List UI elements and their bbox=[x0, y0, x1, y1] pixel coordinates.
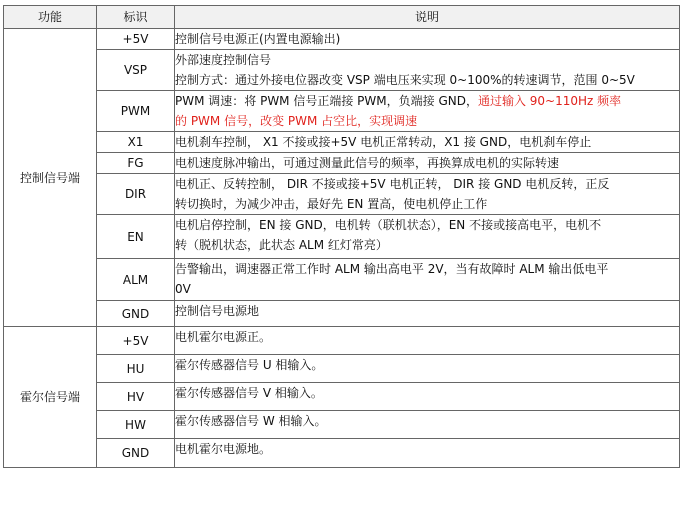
table-row bbox=[4, 132, 680, 153]
table-body bbox=[4, 29, 680, 468]
spec-table bbox=[3, 5, 680, 468]
description-text: 控制信号电源正(内置电源输出) bbox=[175, 32, 341, 46]
table-row bbox=[4, 411, 680, 439]
description-text: 电机正、反转控制， DIR 不接或接+5V 电机正转， DIR 接 GND 电机反转，正反 bbox=[175, 177, 610, 191]
table-row bbox=[4, 50, 680, 91]
description-text: 电机霍尔电源地。 bbox=[175, 442, 272, 456]
description-line bbox=[175, 70, 679, 90]
description-line bbox=[175, 279, 679, 299]
description-line bbox=[175, 50, 679, 70]
description-cell bbox=[175, 215, 680, 259]
description-text: 转（脱机状态，此状态 ALM 红灯常亮） bbox=[175, 238, 388, 252]
table-row bbox=[4, 91, 680, 132]
description-text: 电机刹车控制， X1 不接或接+5V 电机正常转动，X1 接 GND，电机刹车停止 bbox=[175, 135, 592, 149]
identifier-cell: FG bbox=[97, 153, 175, 174]
description-line bbox=[175, 91, 679, 111]
table-row bbox=[4, 153, 680, 174]
identifier-cell: HV bbox=[97, 383, 175, 411]
description-line bbox=[175, 411, 679, 431]
description-text: PWM 调速：将 PWM 信号正端接 PWM，负端接 GND， bbox=[175, 94, 478, 108]
description-line bbox=[175, 153, 679, 173]
identifier-cell: +5V bbox=[97, 327, 175, 355]
identifier-cell: PWM bbox=[97, 91, 175, 132]
description-cell bbox=[175, 50, 680, 91]
identifier-cell: GND bbox=[97, 439, 175, 468]
description-text: 0V bbox=[175, 282, 191, 296]
description-cell bbox=[175, 91, 680, 132]
function-group-cell: 霍尔信号端 bbox=[4, 327, 97, 468]
description-text: 霍尔传感器信号 V 相输入。 bbox=[175, 386, 323, 400]
table-row bbox=[4, 174, 680, 215]
description-text: 告警输出，调速器正常工作时 ALM 输出高电平 2V，当有故障时 ALM 输出低电平 bbox=[175, 262, 609, 276]
description-cell bbox=[175, 132, 680, 153]
description-cell bbox=[175, 411, 680, 439]
table-row bbox=[4, 355, 680, 383]
description-line bbox=[175, 215, 679, 235]
table-row bbox=[4, 301, 680, 327]
identifier-cell: ALM bbox=[97, 259, 175, 301]
header-description: 说明 bbox=[175, 6, 680, 29]
description-line bbox=[175, 301, 679, 321]
description-highlight: 通过输入 90~110Hz 频率 bbox=[477, 94, 622, 108]
description-cell bbox=[175, 327, 680, 355]
description-text: 电机速度脉冲输出，可通过测量此信号的频率，再换算成电机的实际转速 bbox=[175, 156, 560, 170]
description-cell bbox=[175, 355, 680, 383]
identifier-cell: VSP bbox=[97, 50, 175, 91]
header-identifier: 标识 bbox=[97, 6, 175, 29]
identifier-cell: HW bbox=[97, 411, 175, 439]
table-row bbox=[4, 29, 680, 50]
description-cell bbox=[175, 153, 680, 174]
description-line bbox=[175, 132, 679, 152]
identifier-cell: GND bbox=[97, 301, 175, 327]
description-line bbox=[175, 355, 679, 375]
table-row bbox=[4, 327, 680, 355]
description-cell bbox=[175, 174, 680, 215]
description-cell bbox=[175, 301, 680, 327]
description-line bbox=[175, 259, 679, 279]
description-line bbox=[175, 29, 679, 49]
table-row bbox=[4, 383, 680, 411]
description-line bbox=[175, 327, 679, 347]
identifier-cell: X1 bbox=[97, 132, 175, 153]
description-text: 外部速度控制信号 bbox=[175, 53, 272, 67]
description-text: 电机启停控制，EN 接 GND，电机转（联机状态），EN 不接或接高电平，电机不 bbox=[175, 218, 602, 232]
description-cell bbox=[175, 383, 680, 411]
description-text: 霍尔传感器信号 W 相输入。 bbox=[175, 414, 327, 428]
description-line bbox=[175, 439, 679, 459]
identifier-cell: +5V bbox=[97, 29, 175, 50]
description-text: 控制信号电源地 bbox=[175, 304, 260, 318]
description-cell bbox=[175, 259, 680, 301]
description-text: 霍尔传感器信号 U 相输入。 bbox=[175, 358, 324, 372]
header-row bbox=[4, 6, 680, 29]
identifier-cell: HU bbox=[97, 355, 175, 383]
description-highlight: 的 PWM 信号，改变 PWM 占空比，实现调速 bbox=[175, 114, 418, 128]
description-line bbox=[175, 383, 679, 403]
table-row bbox=[4, 439, 680, 468]
identifier-cell: EN bbox=[97, 215, 175, 259]
header-function: 功能 bbox=[4, 6, 97, 29]
description-line bbox=[175, 235, 679, 255]
description-line bbox=[175, 174, 679, 194]
description-cell bbox=[175, 29, 680, 50]
description-cell bbox=[175, 439, 680, 468]
function-group-cell: 控制信号端 bbox=[4, 29, 97, 327]
description-line bbox=[175, 111, 679, 131]
description-text: 转切换时，为减少冲击，最好先 EN 置高，使电机停止工作 bbox=[175, 197, 488, 211]
description-line bbox=[175, 194, 679, 214]
description-text: 电机霍尔电源正。 bbox=[175, 330, 272, 344]
table-row bbox=[4, 259, 680, 301]
table-row bbox=[4, 215, 680, 259]
identifier-cell: DIR bbox=[97, 174, 175, 215]
description-text: 控制方式：通过外接电位器改变 VSP 端电压来实现 0~100%的转速调节，范围 0~5V bbox=[175, 73, 635, 87]
